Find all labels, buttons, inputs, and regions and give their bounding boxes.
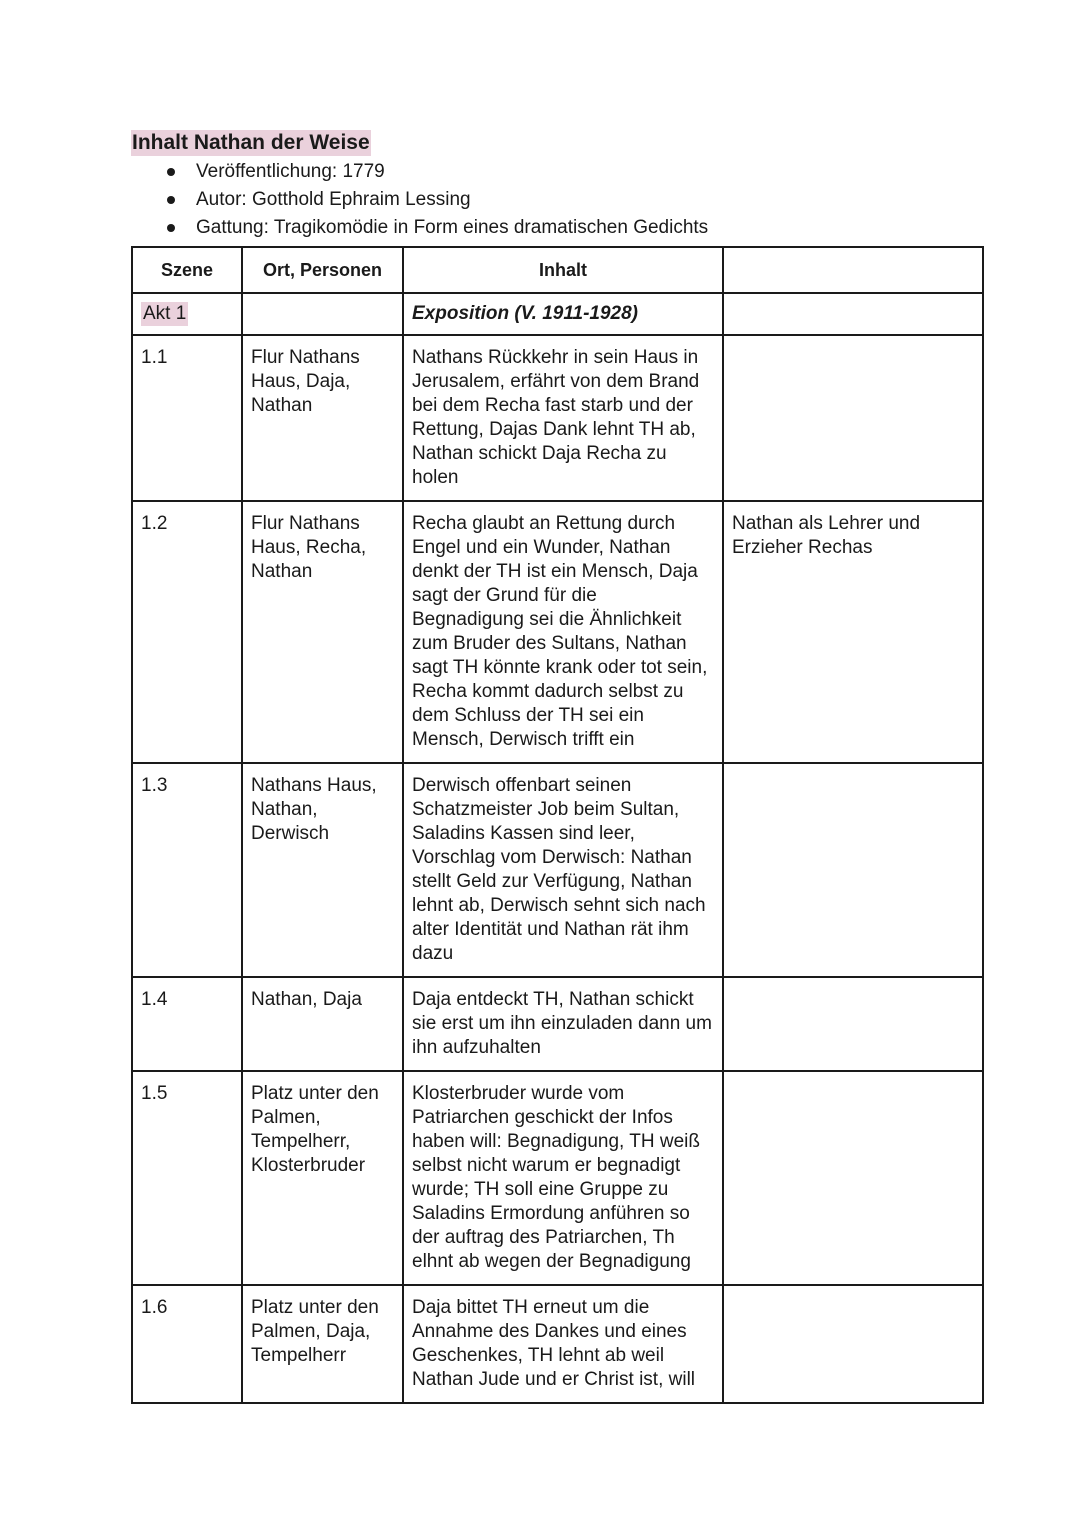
cell-inhalt: Klosterbruder wurde vom Patriarchen geschickt der Infos haben will: Begnadigung, TH weiß selbst nicht warum er begnadigt wurde; TH soll eine Gruppe zu Saladins Ermordung anführen so der auftrag des Patriarchen, Th elhnt ab wegen der Begnadigung bbox=[403, 1071, 723, 1285]
cell-szene: 1.2 bbox=[132, 501, 242, 763]
cell-szene: 1.6 bbox=[132, 1285, 242, 1403]
act-ort-cell bbox=[242, 293, 403, 335]
cell-notiz bbox=[723, 977, 983, 1071]
header-inhalt: Inhalt bbox=[403, 247, 723, 293]
cell-inhalt: Nathans Rückkehr in sein Haus in Jerusalem, erfährt von dem Brand bei dem Recha fast starb und der Rettung, Dajas Dank lehnt TH ab, Nathan schickt Daja Recha zu holen bbox=[403, 335, 723, 501]
cell-ort: Flur Nathans Haus, Recha, Nathan bbox=[242, 501, 403, 763]
cell-inhalt: Recha glaubt an Rettung durch Engel und ein Wunder, Nathan denkt der TH ist ein Mensch, Daja sagt der Grund für die Begnadigung sei die Ähnlichkeit zum Bruder des Sultans, Nathan sagt TH könnte krank oder tot sein, Recha kommt dadurch selbst zu dem Schluss der TH sei ein Mensch, Derwisch trifft ein bbox=[403, 501, 723, 763]
cell-notiz: Nathan als Lehrer und Erzieher Rechas bbox=[723, 501, 983, 763]
table-row bbox=[132, 977, 983, 1071]
scene-table bbox=[131, 246, 984, 1404]
cell-szene: 1.4 bbox=[132, 977, 242, 1071]
table-row bbox=[132, 501, 983, 763]
bullet-icon bbox=[167, 196, 175, 204]
bullet-icon bbox=[167, 224, 175, 232]
meta-item-publication: Veröffentlichung: 1779 bbox=[131, 158, 982, 186]
cell-notiz bbox=[723, 1285, 983, 1403]
table-header-row bbox=[132, 247, 983, 293]
cell-ort: Platz unter den Palmen, Daja, Tempelherr bbox=[242, 1285, 403, 1403]
cell-ort: Platz unter den Palmen, Tempelherr, Klosterbruder bbox=[242, 1071, 403, 1285]
cell-notiz bbox=[723, 1071, 983, 1285]
table-row bbox=[132, 1285, 983, 1403]
act-label: Akt 1 bbox=[143, 303, 187, 324]
table-row bbox=[132, 1071, 983, 1285]
act-notes-cell bbox=[723, 293, 983, 335]
cell-ort: Flur Nathans Haus, Daja, Nathan bbox=[242, 335, 403, 501]
cell-ort: Nathans Haus, Nathan, Derwisch bbox=[242, 763, 403, 977]
cell-ort: Nathan, Daja bbox=[242, 977, 403, 1071]
cell-szene: 1.1 bbox=[132, 335, 242, 501]
document-page bbox=[131, 130, 982, 1404]
header-ort-personen: Ort, Personen bbox=[242, 247, 403, 293]
cell-szene: 1.5 bbox=[132, 1071, 242, 1285]
act-label-cell bbox=[132, 293, 242, 335]
exposition-label: Exposition (V. 1911-1928) bbox=[412, 303, 638, 324]
meta-item-author: Autor: Gotthold Ephraim Lessing bbox=[131, 186, 982, 214]
act-content-cell bbox=[403, 293, 723, 335]
header-notes bbox=[723, 247, 983, 293]
table-row bbox=[132, 763, 983, 977]
bullet-icon bbox=[167, 168, 175, 176]
header-szene: Szene bbox=[132, 247, 242, 293]
meta-list bbox=[131, 158, 982, 242]
table-row bbox=[132, 335, 983, 501]
cell-inhalt: Daja bittet TH erneut um die Annahme des Dankes und eines Geschenkes, TH lehnt ab weil Nathan Jude und er Christ ist, will bbox=[403, 1285, 723, 1403]
cell-notiz bbox=[723, 335, 983, 501]
cell-inhalt: Derwisch offenbart seinen Schatzmeister Job beim Sultan, Saladins Kassen sind leer, Vorschlag vom Derwisch: Nathan stellt Geld zur Verfügung, Nathan lehnt ab, Derwisch sehnt sich nach alter Identität und Nathan rät ihm dazu bbox=[403, 763, 723, 977]
meta-item-genre: Gattung: Tragikomödie in Form eines dramatischen Gedichts bbox=[131, 214, 982, 242]
cell-inhalt: Daja entdeckt TH, Nathan schickt sie erst um ihn einzuladen dann um ihn aufzuhalten bbox=[403, 977, 723, 1071]
act-row bbox=[132, 293, 983, 335]
cell-szene: 1.3 bbox=[132, 763, 242, 977]
page-title: Inhalt Nathan der Weise bbox=[132, 131, 370, 154]
cell-notiz bbox=[723, 763, 983, 977]
